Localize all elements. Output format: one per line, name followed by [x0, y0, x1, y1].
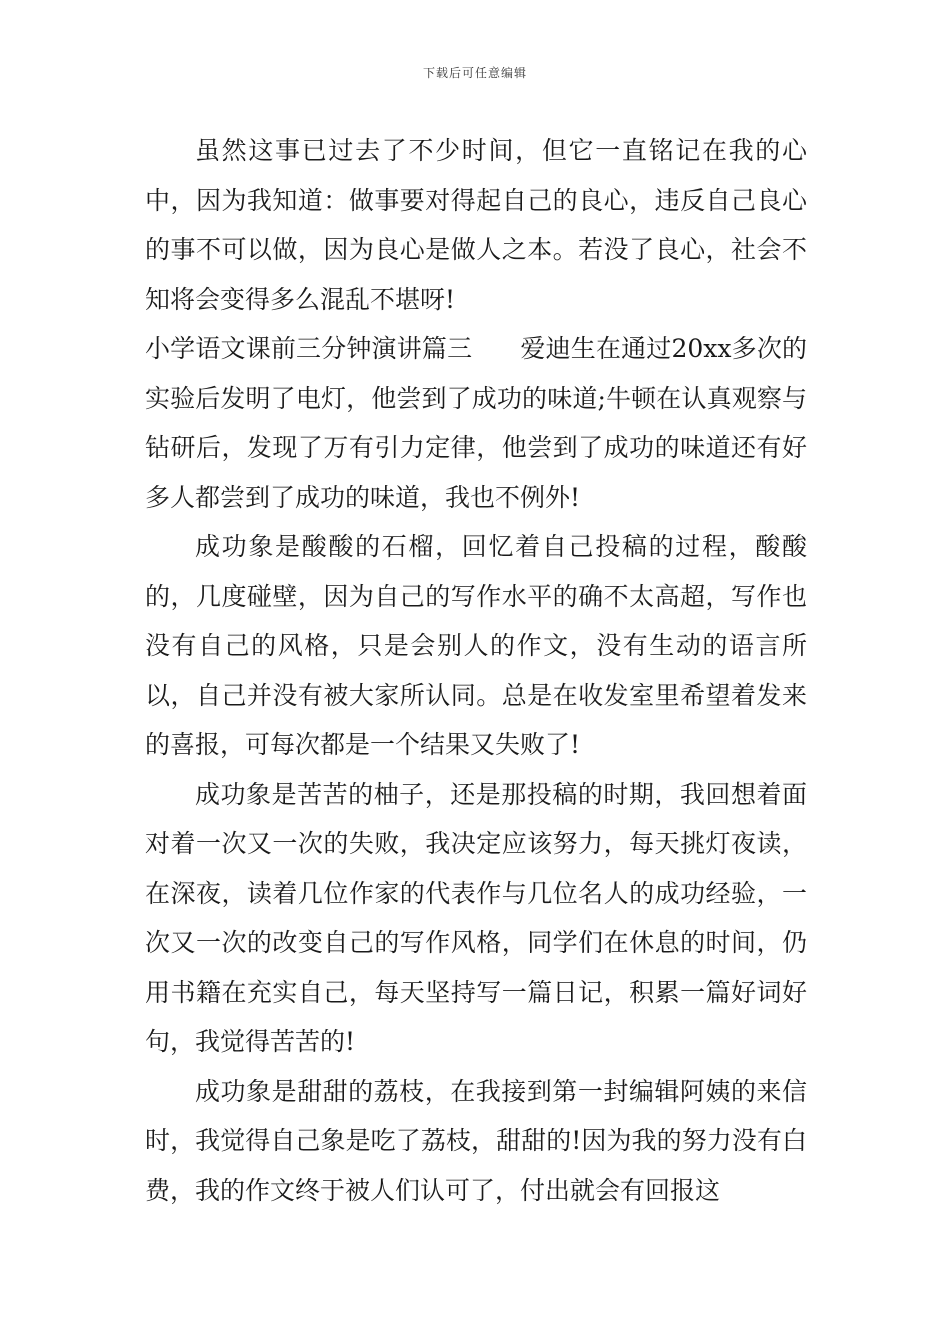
- section-heading-line: [145, 324, 807, 522]
- paragraph-conscience: 虽然这事已过去了不少时间，但它一直铭记在我的心中，因为我知道：做事要对得起自己的良心，违反自己良心的事不可以做，因为良心是做人之本。若没了良心，社会不知将会变得多么混乱不堪呀!: [145, 136, 807, 314]
- paragraph-sweet: 成功象是甜甜的荔枝，在我接到第一封编辑阿姨的来信时，我觉得自己象是吃了荔枝，甜甜的!因为我的努力没有白费，我的作文终于被人们认可了，付出就会有回报这: [145, 1076, 807, 1205]
- header-note: 下载后可任意编辑: [422, 66, 527, 80]
- section-intro-text: 爱迪生在通过20xx多次的实验后发明了电灯，他尝到了成功的味道;牛顿在认真观察与钻研后，发现了万有引力定律，他尝到了成功的味道还有好多人都尝到了成功的味道，我也不例外!: [145, 334, 807, 512]
- paragraph-bitter: 成功象是苦苦的柚子，还是那投稿的时期，我回想着面对着一次又一次的失败，我决定应该努力，每天挑灯夜读，在深夜，读着几位作家的代表作与几位名人的成功经验，一次又一次的改变自己的写作风格，同学们在休息的时间，仍用书籍在充实自己，每天坚持写一篇日记，积累一篇好词好句，我觉得苦苦的!: [145, 779, 807, 1056]
- document-body: [145, 126, 807, 1215]
- section-title: 小学语文课前三分钟演讲篇三: [145, 334, 473, 363]
- paragraph-sour: 成功象是酸酸的石榴，回忆着自己投稿的过程，酸酸的，几度碰壁，因为自己的写作水平的确不太高超，写作也没有自己的风格，只是会别人的作文，没有生动的语言所以，自己并没有被大家所认同。总是在收发室里希望着发来的喜报，可每次都是一个结果又失败了!: [145, 532, 807, 759]
